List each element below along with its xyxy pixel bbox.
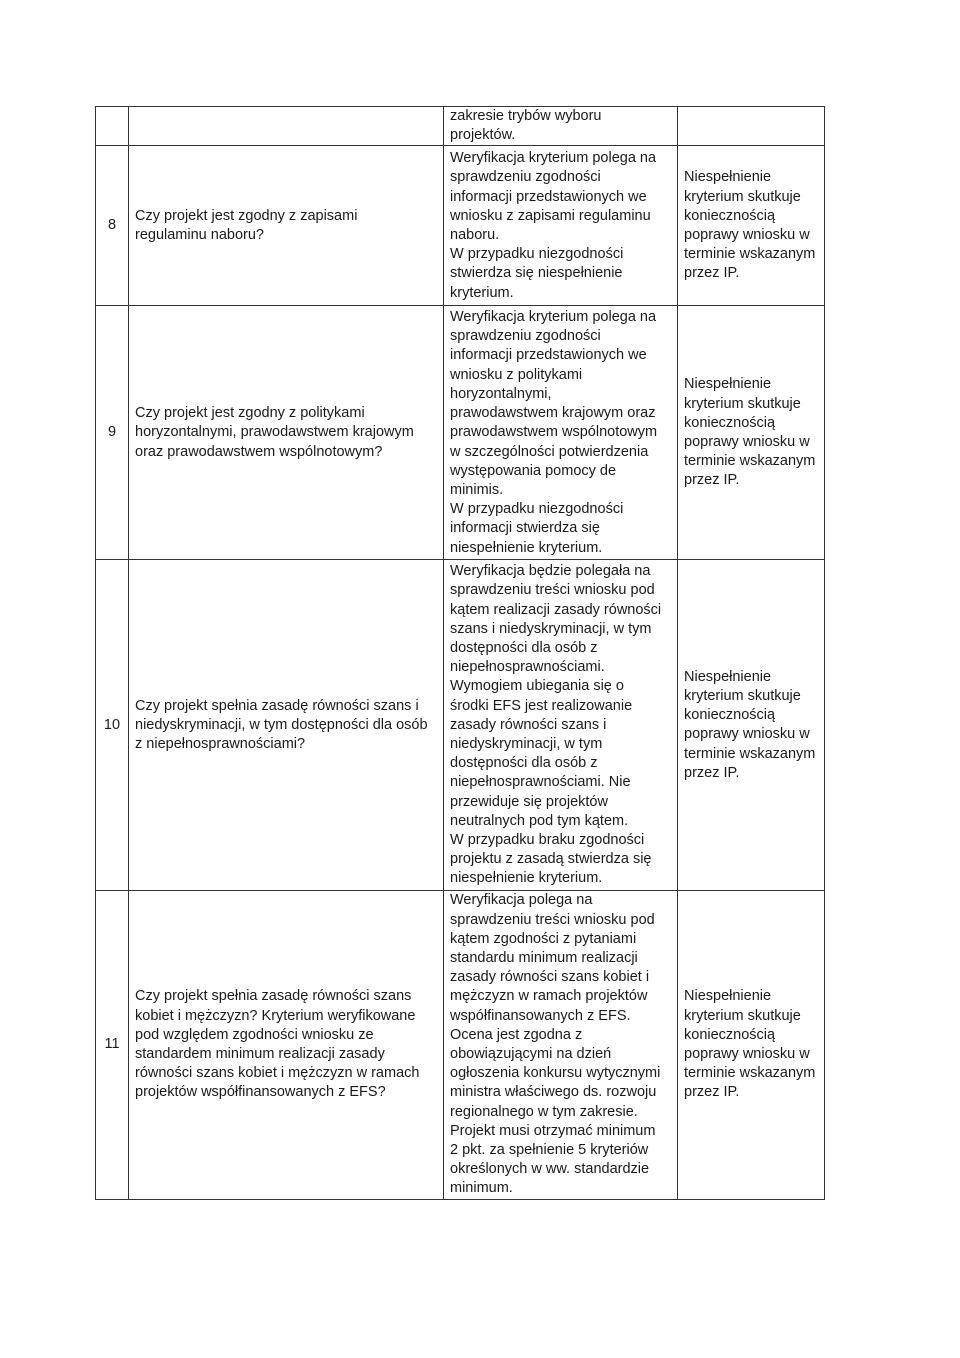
description-paragraph: Wymogiem ubiegania się o środki EFS jest realizowanie zasady równości szans i niedyskryminacji, w tym dostępności dla osób z niepełnosprawnościami. Nie przewiduje się projektów neutralnych pod tym kątem.: [450, 678, 633, 829]
description-paragraph: Weryfikacja kryterium polega na sprawdzeniu zgodności informacji przedstawionych we wniosku z zapisami regulaminu naboru.: [450, 150, 657, 243]
row-number-cell: 11: [96, 891, 129, 1199]
question-cell: [129, 891, 444, 1199]
result-cell: [678, 306, 825, 560]
description-cell: [444, 891, 678, 1199]
description-paragraph: Weryfikacja będzie polegała na sprawdzeniu treści wniosku pod kątem realizacji zasady równości szans i niedyskryminacji, w tym dostępności dla osób z niepełnosprawnościami.: [450, 563, 662, 676]
question-cell: [129, 306, 444, 560]
row-number-cell: 9: [96, 306, 129, 560]
description-cell: [444, 560, 678, 891]
question-cell: [129, 560, 444, 891]
table-row: [96, 107, 825, 146]
criteria-table: [95, 106, 825, 1200]
question-cell: [129, 146, 444, 306]
result-text: Niespełnienie kryterium skutkuje koniecznością poprawy wniosku w terminie wskazanym przez IP.: [684, 988, 816, 1101]
result-text: Niespełnienie kryterium skutkuje koniecznością poprawy wniosku w terminie wskazanym przez IP.: [684, 169, 816, 282]
table-row: [96, 306, 825, 560]
row-number-cell: 10: [96, 560, 129, 891]
question-text: Czy projekt jest zgodny z politykami horyzontalnymi, prawodawstwem krajowym oraz prawodawstwem wspólnotowym?: [135, 405, 414, 460]
question-text: Czy projekt spełnia zasadę równości szans i niedyskryminacji, w tym dostępności dla osób z niepełnosprawnościami?: [135, 697, 428, 752]
description-paragraph: Projekt musi otrzymać minimum 2 pkt. za spełnienie 5 kryteriów określonych w ww. standardzie minimum.: [450, 1122, 656, 1197]
description-paragraph: Weryfikacja polega na sprawdzeniu treści wniosku pod kątem zgodności z pytaniami standardu minimum realizacji zasady równości szans kobiet i mężczyzn w ramach projektów współfinansowanych z EFS.: [450, 892, 655, 1024]
table-row: [96, 560, 825, 891]
row-number-cell: [96, 107, 129, 146]
description-paragraph: Weryfikacja kryterium polega na sprawdzeniu zgodności informacji przedstawionych we wniosku z politykami horyzontalnymi, prawodawstwem krajowym oraz prawodawstwem wspólnotowym w szczególności potwierdzenia występowania pomocy de minimis.: [450, 309, 658, 498]
description-cell: [444, 306, 678, 560]
result-cell: [678, 560, 825, 891]
result-cell: [678, 146, 825, 306]
result-text: Niespełnienie kryterium skutkuje koniecznością poprawy wniosku w terminie wskazanym przez IP.: [684, 376, 816, 489]
description-cell: [444, 107, 678, 146]
description-paragraph: zakresie trybów wyboru projektów.: [450, 108, 602, 144]
description-paragraph: W przypadku niezgodności informacji stwierdza się niespełnienie kryterium.: [450, 501, 624, 556]
table-row: [96, 891, 825, 1199]
question-cell: [129, 107, 444, 146]
result-cell: [678, 107, 825, 146]
result-text: Niespełnienie kryterium skutkuje koniecznością poprawy wniosku w terminie wskazanym przez IP.: [684, 668, 816, 781]
description-paragraph: W przypadku braku zgodności projektu z zasadą stwierdza się niespełnienie kryterium.: [450, 832, 652, 887]
row-number-cell: 8: [96, 146, 129, 306]
question-text: Czy projekt jest zgodny z zapisami regulaminu naboru?: [135, 207, 358, 243]
table-row: [96, 146, 825, 306]
description-paragraph: W przypadku niezgodności stwierdza się niespełnienie kryterium.: [450, 246, 624, 301]
result-cell: [678, 891, 825, 1199]
description-cell: [444, 146, 678, 306]
description-paragraph: Ocena jest zgodna z obowiązującymi na dzień ogłoszenia konkursu wytycznymi ministra właściwego ds. rozwoju regionalnego w tym zakresie.: [450, 1026, 661, 1120]
question-text: Czy projekt spełnia zasadę równości szans kobiet i mężczyzn? Kryterium weryfikowane pod względem zgodności wniosku ze standardem minimum realizacji zasady równości szans kobiet i mężczyzn w ramach projektów współfinansowanych z EFS?: [135, 988, 420, 1101]
